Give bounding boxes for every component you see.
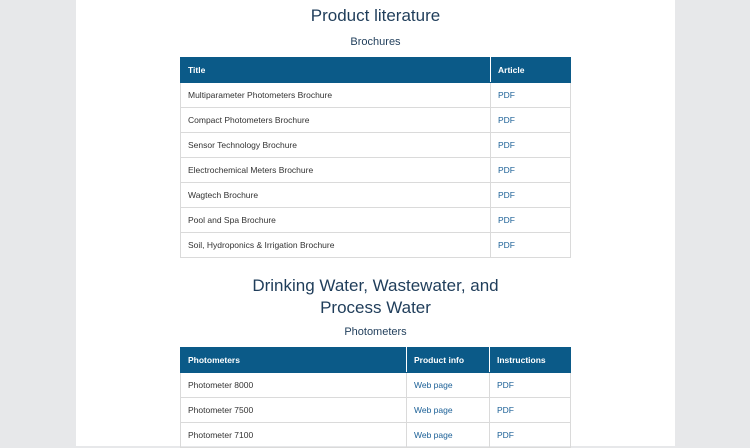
web-page-link[interactable]: Web page: [407, 373, 490, 398]
brochure-title: Pool and Spa Brochure: [181, 208, 491, 233]
table-row: [181, 398, 571, 423]
table-header-row: [181, 58, 571, 83]
web-page-link[interactable]: Web page: [407, 423, 490, 448]
pdf-link[interactable]: PDF: [491, 133, 571, 158]
column-header-photometers: Photometers: [181, 348, 407, 373]
table-row: [181, 423, 571, 448]
table-row: [181, 83, 571, 108]
pdf-link[interactable]: PDF: [491, 183, 571, 208]
content-page: [76, 0, 675, 446]
section-title-line-1: Drinking Water, Wastewater, and: [252, 276, 499, 295]
pdf-link[interactable]: PDF: [490, 398, 571, 423]
pdf-link[interactable]: PDF: [490, 373, 571, 398]
table-row: [181, 108, 571, 133]
product-name: Photometer 7100: [181, 423, 407, 448]
pdf-link[interactable]: PDF: [491, 108, 571, 133]
section-title-line-2: Process Water: [320, 298, 431, 317]
column-header-article: Article: [491, 58, 571, 83]
brochure-title: Sensor Technology Brochure: [181, 133, 491, 158]
brochures-table: [180, 57, 571, 258]
column-header-instructions: Instructions: [490, 348, 571, 373]
table-row: [181, 183, 571, 208]
column-header-product-info: Product info: [407, 348, 490, 373]
pdf-link[interactable]: PDF: [490, 423, 571, 448]
table-header-row: [181, 348, 571, 373]
page-title: Product literature: [310, 6, 441, 25]
brochure-title: Wagtech Brochure: [181, 183, 491, 208]
pdf-link[interactable]: PDF: [491, 158, 571, 183]
web-page-link[interactable]: Web page: [407, 398, 490, 423]
column-header-title: Title: [181, 58, 491, 83]
table-row: [181, 233, 571, 258]
photometers-table: [180, 347, 571, 448]
section-title: [76, 275, 675, 319]
photometers-subtitle: Photometers: [344, 326, 407, 338]
product-name: Photometer 7500: [181, 398, 407, 423]
brochure-title: Compact Photometers Brochure: [181, 108, 491, 133]
pdf-link[interactable]: PDF: [491, 233, 571, 258]
brochure-title: Electrochemical Meters Brochure: [181, 158, 491, 183]
table-row: [181, 208, 571, 233]
table-row: [181, 373, 571, 398]
brochure-title: Soil, Hydroponics & Irrigation Brochure: [181, 233, 491, 258]
table-row: [181, 158, 571, 183]
pdf-link[interactable]: PDF: [491, 83, 571, 108]
pdf-link[interactable]: PDF: [491, 208, 571, 233]
brochure-title: Multiparameter Photometers Brochure: [181, 83, 491, 108]
product-name: Photometer 8000: [181, 373, 407, 398]
brochures-subtitle: Brochures: [350, 36, 401, 48]
table-row: [181, 133, 571, 158]
